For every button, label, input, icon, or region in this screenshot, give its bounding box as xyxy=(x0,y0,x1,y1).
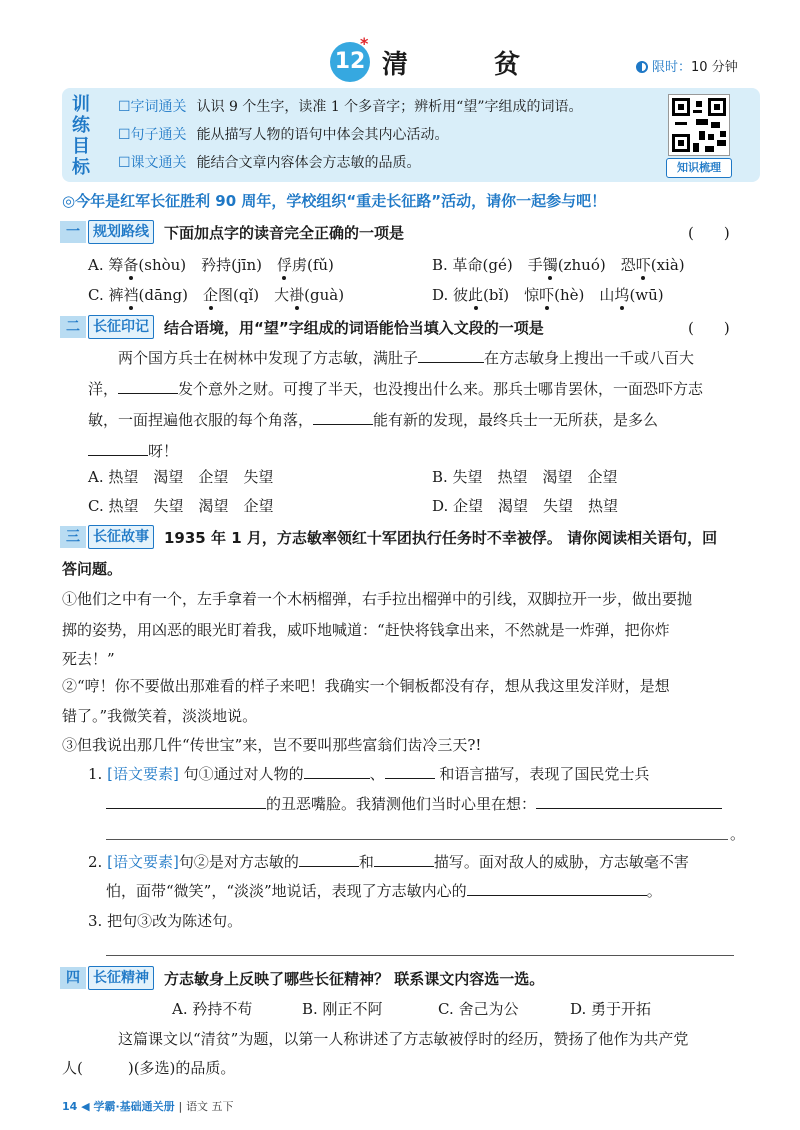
training-goals-panel xyxy=(62,88,760,182)
question-text: 描写。面对敌人的威胁，方志敏毫不害 xyxy=(433,853,689,871)
section-number: 三 xyxy=(60,526,86,548)
timer xyxy=(636,56,738,75)
section-tag: 长征印记 xyxy=(88,315,154,339)
lesson-number-badge: 12 xyxy=(330,42,370,82)
goal-item xyxy=(118,152,421,172)
question-1-cont xyxy=(106,793,722,814)
goal-tag[interactable]: ☐句子通关 xyxy=(118,127,187,143)
option-text: (shòu) 矜持(jīn) xyxy=(138,256,277,274)
passage-line: ③但我说出那几件“传世宝”来，岂不要叫那些富翁们齿冷三天?! xyxy=(62,736,482,754)
dotted-char: 裆 xyxy=(123,286,139,304)
option-text: B. 革命(gé) 手 xyxy=(432,256,543,274)
section-question: 方志敏身上反映了哪些长征精神？ 联系课文内容选一选。 xyxy=(164,970,545,988)
passage-text: 发个意外之财。可搜了半天，也没搜出什么来。那兵士哪肯罢休，一面恐吓方志 xyxy=(178,380,704,398)
option-a[interactable] xyxy=(88,254,334,275)
question-1-end: 。 xyxy=(730,825,746,843)
dotted-char: 企 xyxy=(203,286,219,304)
qr-code-label: 知识梳理 xyxy=(666,158,732,178)
fill-blank[interactable] xyxy=(304,764,370,779)
option-text: (wū) xyxy=(629,286,664,304)
dotted-char: 俘 xyxy=(276,256,292,274)
option-text: 图(qǐ) 大 xyxy=(218,286,290,304)
summary-line: 这篇课文以“清贫”为题，以第一人称讲述了方志敏被俘时的经历，赞扬了他作为共产党 xyxy=(118,1030,689,1048)
passage-line xyxy=(88,440,178,461)
section-tag: 长征故事 xyxy=(88,525,154,549)
question-2 xyxy=(88,851,689,872)
question-2-cont xyxy=(106,880,662,901)
lesson-title: 清 贫 xyxy=(382,50,551,80)
section-question-cont: 答问题。 xyxy=(62,560,123,578)
goal-item xyxy=(118,124,449,144)
answer-line[interactable] xyxy=(106,955,734,956)
question-tag: [语文要素] xyxy=(107,765,179,783)
page-number: 14 xyxy=(62,1100,78,1113)
option-b[interactable] xyxy=(432,254,685,275)
option-text: (bǐ) 惊 xyxy=(483,286,540,304)
dotted-char: 备 xyxy=(123,256,139,274)
section-question: 下面加点字的读音完全正确的一项是 xyxy=(164,224,405,242)
passage-line: 错了。”我微笑着，淡淡地说。 xyxy=(62,707,258,725)
goal-tag[interactable]: ☐课文通关 xyxy=(118,155,187,171)
option-text: 虏(fǔ) xyxy=(291,256,334,274)
question-number: 1. xyxy=(88,765,103,783)
fill-blank[interactable] xyxy=(374,852,434,867)
dotted-char: 褂 xyxy=(289,286,305,304)
fill-blank[interactable] xyxy=(299,852,359,867)
option-text: (xià) xyxy=(650,256,685,274)
section-number: 四 xyxy=(60,967,86,989)
choice-b[interactable]: B. 刚正不阿 xyxy=(302,1000,383,1018)
goal-text: 能从描写人物的语句中体会其内心活动。 xyxy=(196,127,449,143)
summary-line: 人( )(多选)的品质。 xyxy=(62,1059,236,1077)
question-text: 。 xyxy=(646,882,662,900)
dotted-char: 吓 xyxy=(635,256,651,274)
choice-a[interactable]: A. 矜持不苟 xyxy=(172,1000,253,1018)
question-tag: [语文要素] xyxy=(107,853,179,871)
passage-line: ②“哼！你不要做出那难看的样子来吧！我确实一个铜板都没有存，想从我这里发洋财，是想 xyxy=(62,677,670,695)
timer-value: 10 分钟 xyxy=(691,60,738,75)
fill-blank[interactable] xyxy=(418,348,484,363)
goal-tag[interactable]: ☐字词通关 xyxy=(118,99,187,115)
passage-text: 在方志敏身上搜出一千或八百大 xyxy=(484,349,695,367)
answer-paren[interactable]: ( ) xyxy=(688,224,730,242)
question-text: 和 xyxy=(358,853,374,871)
passage-line xyxy=(88,409,658,430)
choice-c[interactable]: C. 舍己为公 xyxy=(438,1000,519,1018)
fill-blank[interactable] xyxy=(106,794,266,809)
choice-d[interactable]: D. 勇于开拓 xyxy=(570,1000,652,1018)
star-icon: * xyxy=(360,34,369,53)
option-d[interactable] xyxy=(432,284,664,305)
book-title: 学霸·基础通关册 xyxy=(93,1100,175,1113)
goal-text: 认识 9 个生字，读准 1 个多音字；辨析用“望”字组成的词语。 xyxy=(196,99,583,115)
passage-text: 呀！ xyxy=(148,442,179,460)
dotted-char: 镯 xyxy=(542,256,558,274)
passage-line: ①他们之中有一个，左手拿着一个木柄榴弹，右手拉出榴弹中的引线，双脚拉开一步，做出要抛 xyxy=(62,590,693,608)
page-footer xyxy=(62,1098,234,1114)
question-1 xyxy=(88,763,649,784)
chevron-left-icon: ◀ xyxy=(81,1100,90,1113)
option-c[interactable] xyxy=(88,284,344,305)
qr-code-icon[interactable] xyxy=(668,94,730,156)
passage-line xyxy=(88,378,703,399)
fill-blank[interactable] xyxy=(536,794,722,809)
option-text: (hè) 山 xyxy=(554,286,615,304)
section-tag: 长征精神 xyxy=(88,966,154,990)
goal-item xyxy=(118,96,583,116)
option-a[interactable]: A. 热望 渴望 企望 失望 xyxy=(88,468,274,486)
goal-text: 能结合文章内容体会方志敏的品质。 xyxy=(196,155,421,171)
passage-text: 洋， xyxy=(88,380,119,398)
option-text: A. 筹 xyxy=(88,256,124,274)
option-d[interactable]: D. 企望 渴望 失望 热望 xyxy=(432,497,619,515)
timer-label: 限时： xyxy=(652,60,692,75)
answer-line[interactable] xyxy=(106,839,728,840)
section-tag: 规划路线 xyxy=(88,220,154,244)
question-text: 、 xyxy=(369,765,385,783)
fill-blank[interactable] xyxy=(467,881,647,896)
dotted-char: 此 xyxy=(468,286,484,304)
goals-label: 训练目标 xyxy=(72,94,90,178)
fill-blank[interactable] xyxy=(118,379,178,394)
fill-blank[interactable] xyxy=(313,410,373,425)
option-text: C. 裤 xyxy=(88,286,124,304)
option-b[interactable]: B. 失望 热望 渴望 企望 xyxy=(432,468,618,486)
passage-text: 敏，一面捏遍他衣服的每个角落， xyxy=(88,411,314,429)
question-text: 句①通过对人物的 xyxy=(183,765,304,783)
passage-text: 能有新的发现，最终兵士一无所获，是多么 xyxy=(373,411,659,429)
passage-text: 两个国方兵士在树林中发现了方志敏，满肚子 xyxy=(118,349,419,367)
section-question: 结合语境，用“望”字组成的词语能恰当填入文段的一项是 xyxy=(164,319,544,337)
answer-paren[interactable]: ( ) xyxy=(688,319,730,337)
clock-icon xyxy=(636,61,648,73)
section-number: 二 xyxy=(60,316,86,338)
option-text: (zhuó) 恐 xyxy=(557,256,636,274)
question-text: 怕，面带“微笑”，“淡淡”地说话，表现了方志敏内心的 xyxy=(106,882,467,900)
fill-blank[interactable] xyxy=(385,764,435,779)
passage-line xyxy=(118,347,694,368)
dotted-char: 坞 xyxy=(614,286,630,304)
option-text: D. 彼 xyxy=(432,286,469,304)
question-text: 的丑恶嘴脸。我猜测他们当时心里在想： xyxy=(266,795,537,813)
section-question: 1935 年 1 月，方志敏率领红十军团执行任务时不幸被俘。 请你阅读相关语句，回 xyxy=(164,529,718,547)
question-number: 2. xyxy=(88,853,103,871)
question-text: 和语言描写，表现了国民党士兵 xyxy=(439,765,650,783)
subject-label: 语文 五下 xyxy=(186,1100,234,1113)
fill-blank[interactable] xyxy=(88,441,148,456)
option-text: (guà) xyxy=(304,286,345,304)
dotted-char: 吓 xyxy=(539,286,555,304)
option-text: (dāng) xyxy=(138,286,204,304)
activity-intro: ◎今年是红军长征胜利 90 周年，学校组织“重走长征路”活动，请你一起参与吧！ xyxy=(62,192,607,210)
footer-divider: | xyxy=(178,1100,183,1113)
question-text: 句②是对方志敏的 xyxy=(178,853,299,871)
passage-line: 死去！” xyxy=(62,650,115,668)
passage-line: 掷的姿势，用凶恶的眼光盯着我，威吓地喊道：“赶快将钱拿出来，不然就是一炸弹，把你炸 xyxy=(62,621,670,639)
section-number: 一 xyxy=(60,221,86,243)
question-3: 3. 把句③改为陈述句。 xyxy=(88,912,243,930)
option-c[interactable]: C. 热望 失望 渴望 企望 xyxy=(88,497,274,515)
